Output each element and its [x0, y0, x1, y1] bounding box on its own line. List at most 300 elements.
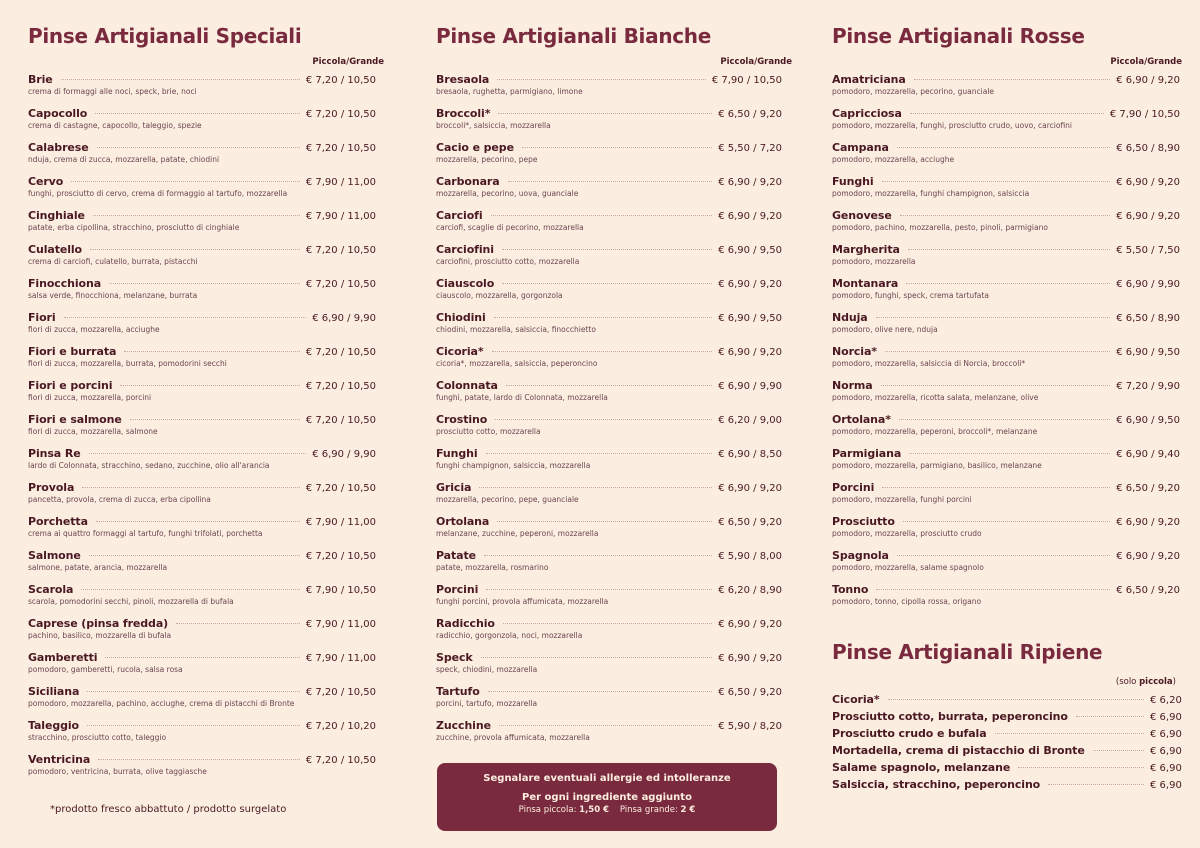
dotted-leader	[71, 181, 300, 182]
speciali-title: Pinse Artigianali Speciali	[28, 24, 302, 48]
menu-item-price: € 7,20 / 9,90	[1116, 381, 1180, 392]
menu-item	[28, 447, 376, 481]
ripiene-item-name: Salame spagnolo, melanzane	[832, 761, 1011, 774]
rosse-title: Pinse Artigianali Rosse	[832, 24, 1085, 48]
menu-item-row	[436, 379, 782, 392]
menu-item-row	[436, 413, 782, 426]
dotted-leader	[491, 215, 713, 216]
menu-item-name: Chiodini	[436, 311, 486, 324]
dotted-leader	[1076, 716, 1144, 717]
menu-item-row	[28, 515, 376, 528]
menu-item-row	[832, 73, 1180, 86]
menu-item-name: Carbonara	[436, 175, 500, 188]
menu-item-row	[28, 73, 376, 86]
menu-item-description: pomodoro, gamberetti, rucola, salsa rosa	[28, 665, 183, 674]
menu-item-price: € 6,90 / 9,50	[718, 313, 782, 324]
dotted-leader	[882, 487, 1110, 488]
menu-item-price: € 5,50 / 7,50	[1116, 245, 1180, 256]
dotted-leader	[876, 317, 1111, 318]
bianche-list	[436, 73, 782, 753]
dotted-leader	[909, 453, 1110, 454]
dotted-leader	[176, 623, 300, 624]
speciali-size-header: Piccola/Grande	[312, 57, 384, 67]
menu-item-price: € 7,90 / 11,00	[305, 619, 376, 630]
menu-item-row	[436, 277, 782, 290]
ripiene-item-price: € 6,90	[1150, 746, 1182, 757]
menu-item-row	[28, 719, 376, 732]
menu-item-row	[28, 447, 376, 460]
menu-item-price: € 6,50 / 9,20	[1116, 483, 1180, 494]
menu-item-description: pomodoro, mozzarella, acciughe	[832, 155, 955, 164]
menu-item-description: lardo di Colonnata, stracchino, sedano, zucchine, olio all'arancia	[28, 461, 270, 470]
menu-item	[28, 175, 376, 209]
menu-item-row	[436, 311, 782, 324]
menu-item-price: € 6,50 / 9,20	[718, 109, 782, 120]
menu-item-description: pomodoro, ventricina, burrata, olive taggiasche	[28, 767, 207, 776]
menu-item-name: Finocchiona	[28, 277, 102, 290]
menu-item	[436, 175, 782, 209]
menu-item-name: Cinghiale	[28, 209, 85, 222]
menu-item	[436, 107, 782, 141]
dotted-leader	[914, 79, 1110, 80]
menu-item	[28, 413, 376, 447]
menu-item-description: patate, erba cipollina, stracchino, prosciutto di cinghiale	[28, 223, 240, 232]
ripiene-item-name: Prosciutto crudo e bufala	[832, 727, 987, 740]
menu-item-name: Brie	[28, 73, 53, 86]
menu-item-description: pomodoro, mozzarella, salsiccia di Norcia, broccoli*	[832, 359, 1026, 368]
dotted-leader	[906, 283, 1110, 284]
menu-item-name: Crostino	[436, 413, 488, 426]
menu-item-price: € 6,90 / 9,20	[1116, 211, 1180, 222]
menu-item-name: Prosciutto	[832, 515, 895, 528]
menu-item-description: pomodoro, pachino, mozzarella, pesto, pinoli, parmigiano	[832, 223, 1048, 232]
menu-item-name: Culatello	[28, 243, 83, 256]
menu-item	[436, 209, 782, 243]
small-price: 1,50 €	[579, 805, 609, 815]
menu-item	[28, 209, 376, 243]
dotted-leader	[897, 555, 1110, 556]
menu-item-description: crema di formaggi alle noci, speck, brie, noci	[28, 87, 197, 96]
menu-item-description: salmone, patate, arancia, mozzarella	[28, 563, 168, 572]
menu-item-description: pancetta, provola, crema di zucca, erba cipollina	[28, 495, 211, 504]
menu-item-price: € 6,90 / 9,20	[718, 279, 782, 290]
menu-item-price: € 6,90 / 8,50	[718, 449, 782, 460]
menu-item-row	[832, 583, 1180, 596]
menu-item-price: € 7,90 / 11,00	[305, 517, 376, 528]
menu-item-name: Parmigiana	[832, 447, 902, 460]
dotted-leader	[488, 691, 713, 692]
menu-item-name: Patate	[436, 549, 476, 562]
extra-ingredient-prices	[437, 805, 777, 815]
menu-item-row	[436, 651, 782, 664]
dotted-leader	[120, 385, 299, 386]
menu-item-row	[832, 413, 1180, 426]
ripiene-item	[832, 727, 1180, 744]
menu-item-price: € 7,20 / 10,50	[305, 415, 376, 426]
menu-item-name: Ventricina	[28, 753, 91, 766]
menu-item-description: zucchine, provola affumicata, mozzarella	[436, 733, 590, 742]
menu-item-row	[28, 379, 376, 392]
menu-item-description: pomodoro, mozzarella	[832, 257, 916, 266]
menu-item-row	[832, 277, 1180, 290]
menu-item-price: € 7,20 / 10,50	[305, 143, 376, 154]
menu-item	[436, 243, 782, 277]
menu-item-price: € 6,90 / 9,50	[718, 245, 782, 256]
menu-item-row	[436, 345, 782, 358]
menu-item-name: Funghi	[832, 175, 874, 188]
dotted-leader	[98, 759, 300, 760]
menu-item-name: Taleggio	[28, 719, 80, 732]
menu-item	[436, 651, 782, 685]
menu-item	[436, 719, 782, 753]
menu-item	[28, 753, 376, 787]
menu-item-price: € 7,20 / 10,50	[305, 245, 376, 256]
menu-item	[436, 277, 782, 311]
menu-item-description: mozzarella, pecorino, pepe	[436, 155, 538, 164]
menu-item-description: pomodoro, funghi, speck, crema tartufata	[832, 291, 989, 300]
menu-item-row	[832, 379, 1180, 392]
ripiene-item-name: Cicoria*	[832, 693, 880, 706]
menu-item-price: € 6,90 / 9,20	[1116, 177, 1180, 188]
menu-item-row	[436, 481, 782, 494]
menu-item	[832, 73, 1180, 107]
dotted-leader	[885, 351, 1110, 352]
menu-item-description: carciofi, scaglie di pecorino, mozzarella	[436, 223, 584, 232]
menu-item-name: Tartufo	[436, 685, 480, 698]
menu-item-name: Amatriciana	[832, 73, 906, 86]
menu-item-description: pomodoro, mozzarella, parmigiano, basilico, melanzane	[832, 461, 1042, 470]
footnote: *prodotto fresco abbattuto / prodotto surgelato	[50, 804, 287, 815]
menu-item-name: Gamberetti	[28, 651, 98, 664]
menu-item-price: € 6,90 / 9,50	[1116, 347, 1180, 358]
dotted-leader	[903, 521, 1110, 522]
menu-item-name: Funghi	[436, 447, 478, 460]
menu-item-row	[832, 549, 1180, 562]
dotted-leader	[498, 113, 712, 114]
dotted-leader	[479, 487, 712, 488]
menu-item-description: pomodoro, tonno, cipolla rossa, origano	[832, 597, 982, 606]
small-label: Pinsa piccola:	[518, 805, 577, 815]
menu-item-description: speck, chiodini, mozzarella	[436, 665, 538, 674]
ripiene-item-name: Mortadella, crema di pistacchio di Bronte	[832, 744, 1085, 757]
menu-item-price: € 6,50 / 9,20	[1116, 585, 1180, 596]
menu-item	[436, 515, 782, 549]
dotted-leader	[910, 113, 1104, 114]
dotted-leader	[1093, 750, 1144, 751]
menu-item-price: € 7,90 / 11,00	[305, 177, 376, 188]
menu-item-price: € 6,20 / 9,00	[718, 415, 782, 426]
menu-item-row	[436, 175, 782, 188]
menu-item-price: € 6,50 / 9,20	[718, 687, 782, 698]
ripiene-note-bold: piccola	[1139, 677, 1173, 687]
menu-item	[436, 481, 782, 515]
dotted-leader	[481, 657, 713, 658]
menu-item-description: funghi champignon, salsiccia, mozzarella	[436, 461, 591, 470]
menu-item	[436, 345, 782, 379]
menu-item-name: Ciauscolo	[436, 277, 495, 290]
menu-item-name: Fiori e burrata	[28, 345, 117, 358]
dotted-leader	[495, 419, 712, 420]
menu-item-description: carciofini, prosciutto cotto, mozzarella	[436, 257, 580, 266]
menu-item	[436, 447, 782, 481]
menu-item-price: € 7,20 / 10,50	[305, 755, 376, 766]
menu-item	[832, 107, 1180, 141]
dotted-leader	[497, 79, 706, 80]
menu-item-price: € 7,20 / 10,50	[305, 551, 376, 562]
ripiene-item-name: Salsiccia, stracchino, peperoncino	[832, 778, 1041, 791]
bianche-size-header: Piccola/Grande	[720, 57, 792, 67]
dotted-leader	[508, 181, 713, 182]
ripiene-item	[832, 693, 1180, 710]
menu-item	[28, 719, 376, 753]
dotted-leader	[97, 147, 300, 148]
menu-item-description: scarola, pomodorini secchi, pinoli, mozzarella di bufala	[28, 597, 234, 606]
menu-item-description: crema ai quattro formaggi al tartufo, funghi trifolati, porchetta	[28, 529, 263, 538]
menu-item-price: € 6,90 / 9,50	[1116, 415, 1180, 426]
menu-item-description: funghi, patate, lardo di Colonnata, mozzarella	[436, 393, 608, 402]
menu-item-row	[28, 141, 376, 154]
menu-item-row	[28, 617, 376, 630]
menu-item	[28, 73, 376, 107]
menu-item-name: Cicoria*	[436, 345, 484, 358]
menu-item-description: fiori di zucca, mozzarella, acciughe	[28, 325, 160, 334]
menu-item-row	[832, 447, 1180, 460]
menu-item	[28, 345, 376, 379]
menu-item-price: € 5,50 / 7,20	[718, 143, 782, 154]
ripiene-note-prefix: (solo	[1115, 677, 1140, 687]
menu-item	[832, 311, 1180, 345]
menu-item-description: broccoli*, salsiccia, mozzarella	[436, 121, 551, 130]
menu-item-price: € 7,20 / 10,20	[305, 721, 376, 732]
ripiene-item-name: Prosciutto cotto, burrata, peperoncino	[832, 710, 1068, 723]
menu-item-price: € 6,90 / 9,20	[718, 177, 782, 188]
menu-item	[436, 73, 782, 107]
menu-item-name: Cervo	[28, 175, 64, 188]
menu-item-row	[832, 175, 1180, 188]
dotted-leader	[130, 419, 300, 420]
menu-item	[28, 685, 376, 719]
menu-item-description: ciauscolo, mozzarella, gorgonzola	[436, 291, 563, 300]
ripiene-item	[832, 744, 1180, 761]
menu-item-price: € 7,20 / 10,50	[305, 109, 376, 120]
ripiene-item	[832, 761, 1180, 778]
menu-item-row	[28, 209, 376, 222]
notice-box	[437, 763, 777, 831]
menu-item-price: € 6,50 / 8,90	[1116, 143, 1180, 154]
dotted-leader	[888, 699, 1145, 700]
dotted-leader	[87, 725, 300, 726]
menu-item-price: € 7,20 / 10,50	[305, 279, 376, 290]
menu-item-price: € 5,90 / 8,00	[718, 551, 782, 562]
menu-item-price: € 6,90 / 9,90	[312, 449, 376, 460]
menu-item-price: € 6,50 / 8,90	[1116, 313, 1180, 324]
menu-item-row	[832, 107, 1180, 120]
dotted-leader	[486, 589, 712, 590]
menu-item-description: crema di carciofi, culatello, burrata, pistacchi	[28, 257, 198, 266]
menu-item-row	[436, 107, 782, 120]
menu-item	[832, 175, 1180, 209]
menu-item-row	[436, 515, 782, 528]
menu-item	[832, 447, 1180, 481]
rosse-size-header: Piccola/Grande	[1110, 57, 1182, 67]
menu-item-row	[832, 209, 1180, 222]
dotted-leader	[89, 453, 307, 454]
menu-item-price: € 7,20 / 10,50	[305, 687, 376, 698]
dotted-leader	[124, 351, 300, 352]
dotted-leader	[64, 317, 307, 318]
dotted-leader	[502, 249, 712, 250]
menu-item-price: € 6,90 / 9,20	[1116, 517, 1180, 528]
dotted-leader	[503, 623, 712, 624]
menu-item-row	[436, 73, 782, 86]
menu-item-name: Fiori e porcini	[28, 379, 113, 392]
dotted-leader	[1018, 767, 1144, 768]
menu-item-name: Porcini	[436, 583, 479, 596]
menu-item-description: crema di castagne, capocollo, taleggio, spezie	[28, 121, 202, 130]
menu-item	[28, 311, 376, 345]
menu-item-name: Zucchine	[436, 719, 491, 732]
menu-item-price: € 6,50 / 9,20	[718, 517, 782, 528]
menu-item-row	[28, 277, 376, 290]
menu-item-row	[436, 583, 782, 596]
dotted-leader	[486, 453, 713, 454]
menu-item-price: € 6,90 / 9,90	[312, 313, 376, 324]
menu-item-price: € 6,90 / 9,20	[718, 619, 782, 630]
menu-item-row	[436, 141, 782, 154]
menu-item-description: pachino, basilico, mozzarella di bufala	[28, 631, 172, 640]
menu-item	[832, 345, 1180, 379]
menu-item-name: Carciofi	[436, 209, 483, 222]
menu-item-row	[436, 549, 782, 562]
menu-item-description: radicchio, gorgonzola, noci, mozzarella	[436, 631, 583, 640]
ripiene-section	[832, 640, 1182, 791]
large-price: 2 €	[680, 805, 696, 815]
ripiene-note	[1116, 677, 1176, 687]
dotted-leader	[61, 79, 300, 80]
menu-item-price: € 7,20 / 10,50	[305, 347, 376, 358]
menu-item-price: € 6,90 / 9,20	[718, 211, 782, 222]
menu-item-row	[28, 753, 376, 766]
ripiene-list	[832, 693, 1180, 795]
menu-item-row	[436, 685, 782, 698]
menu-item-description: melanzane, zucchine, peperoni, mozzarella	[436, 529, 599, 538]
menu-item-description: porcini, tartufo, mozzarella	[436, 699, 538, 708]
menu-item-name: Porchetta	[28, 515, 88, 528]
dotted-leader	[502, 283, 712, 284]
menu-item-description: fiori di zucca, mozzarella, burrata, pomodorini secchi	[28, 359, 227, 368]
menu-item	[28, 651, 376, 685]
menu-item	[436, 311, 782, 345]
dotted-leader	[899, 419, 1110, 420]
menu-item	[436, 583, 782, 617]
menu-item-name: Norcia*	[832, 345, 877, 358]
menu-item-row	[28, 583, 376, 596]
dotted-leader	[897, 147, 1110, 148]
menu-item-row	[832, 141, 1180, 154]
menu-item-name: Fiori e salmone	[28, 413, 122, 426]
menu-item-name: Calabrese	[28, 141, 89, 154]
menu-item-description: bresaola, rughetta, parmigiano, limone	[436, 87, 583, 96]
menu-item-price: € 7,90 / 10,50	[711, 75, 782, 86]
dotted-leader	[908, 249, 1110, 250]
menu-item	[832, 413, 1180, 447]
menu-item-description: patate, mozzarella, rosmarino	[436, 563, 549, 572]
menu-item	[28, 141, 376, 175]
dotted-leader	[522, 147, 712, 148]
menu-item-description: pomodoro, mozzarella, ricotta salata, melanzane, olive	[832, 393, 1039, 402]
ripiene-note-suffix: )	[1172, 677, 1176, 687]
dotted-leader	[90, 249, 300, 250]
dotted-leader	[87, 691, 300, 692]
menu-item	[832, 515, 1180, 549]
dotted-leader	[499, 725, 712, 726]
menu-item-description: fiori di zucca, mozzarella, porcini	[28, 393, 152, 402]
menu-item-row	[28, 685, 376, 698]
menu-item-name: Ortolana*	[832, 413, 891, 426]
menu-item-name: Spagnola	[832, 549, 889, 562]
menu-item-price: € 6,90 / 9,20	[1116, 75, 1180, 86]
dotted-leader	[105, 657, 299, 658]
menu-item-name: Gricia	[436, 481, 472, 494]
rosse-list	[832, 73, 1180, 617]
menu-item-row	[28, 107, 376, 120]
menu-item-description: cicoria*, mozzarella, salsiccia, peperoncino	[436, 359, 598, 368]
ripiene-item	[832, 710, 1180, 727]
menu-item	[436, 141, 782, 175]
menu-item-row	[28, 413, 376, 426]
menu-item-price: € 7,20 / 10,50	[305, 381, 376, 392]
menu-item-price: € 6,90 / 9,20	[1116, 551, 1180, 562]
menu-item	[436, 685, 782, 719]
menu-item-name: Provola	[28, 481, 75, 494]
menu-item-price: € 7,90 / 10,50	[305, 585, 376, 596]
menu-item-name: Montanara	[832, 277, 899, 290]
menu-item-price: € 6,20 / 8,90	[718, 585, 782, 596]
menu-item-description: stracchino, prosciutto cotto, taleggio	[28, 733, 167, 742]
menu-item-row	[436, 243, 782, 256]
menu-item-description: pomodoro, mozzarella, peperoni, broccoli*, melanzane	[832, 427, 1038, 436]
menu-item-price: € 6,90 / 9,20	[718, 347, 782, 358]
menu-item	[28, 481, 376, 515]
dotted-leader	[995, 733, 1144, 734]
menu-item-name: Caprese (pinsa fredda)	[28, 617, 169, 630]
menu-item-name: Nduja	[832, 311, 868, 324]
menu-item	[832, 243, 1180, 277]
menu-item-row	[436, 209, 782, 222]
menu-item	[436, 617, 782, 651]
menu-item-description: pomodoro, mozzarella, funghi champignon, salsiccia	[832, 189, 1030, 198]
menu-item-row	[28, 175, 376, 188]
dotted-leader	[882, 181, 1111, 182]
menu-item-name: Fiori	[28, 311, 56, 324]
menu-item-row	[436, 447, 782, 460]
menu-item-name: Carciofini	[436, 243, 494, 256]
menu-item-row	[832, 243, 1180, 256]
menu-item-price: € 7,20 / 10,50	[305, 75, 376, 86]
dotted-leader	[81, 589, 299, 590]
dotted-leader	[89, 555, 300, 556]
dotted-leader	[876, 589, 1110, 590]
menu-item	[832, 549, 1180, 583]
menu-item-name: Margherita	[832, 243, 900, 256]
dotted-leader	[82, 487, 300, 488]
dotted-leader	[900, 215, 1110, 216]
menu-item-description: pomodoro, mozzarella, funghi, prosciutto crudo, uovo, carciofini	[832, 121, 1073, 130]
menu-item-price: € 7,90 / 11,00	[305, 653, 376, 664]
menu-item-description: chiodini, mozzarella, salsiccia, finocchietto	[436, 325, 596, 334]
dotted-leader	[109, 283, 300, 284]
menu-item-row	[28, 549, 376, 562]
